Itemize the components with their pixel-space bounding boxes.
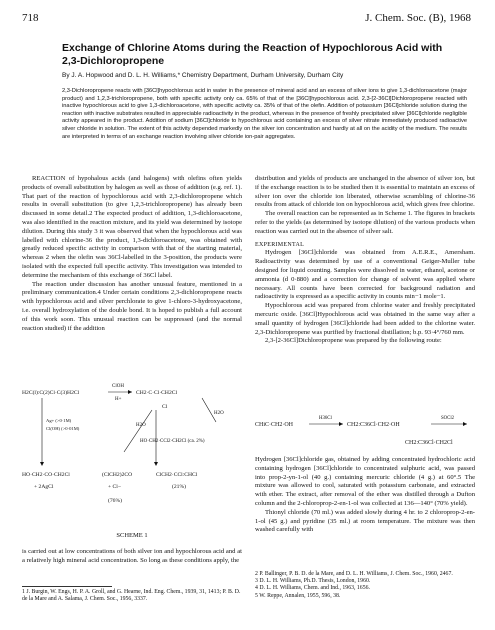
scheme-product-1-extra: + 2AgCl: [34, 484, 54, 490]
scheme-intermediate: CH2·C·Cl·CH2Cl: [136, 390, 178, 396]
scheme-caption: SCHEME 1: [116, 532, 148, 539]
article-authors: By J. A. Hopwood and D. L. H. Williams,* Chemistry Department, Durham University, Durham City: [62, 72, 344, 79]
continuation-paragraph: is carried out at low concentrations of both silver ion and hypochlorous acid and at a relatively high mineral acid concentration. So long as these conditions apply, the: [22, 548, 242, 564]
left-column-bottom: [22, 548, 242, 566]
article-abstract: 2,3-Dichloropropene reacts with [36Cl]hypochlorous acid in water in the presence of mineral acid and an excess of silver ions to give 1,3-dichloroacetone (major product) and 1,2,3-trichloropropene, both with specific activity only ca. 65% of that of the [36Cl]hypochlorous acid. 2,3-[2-36Cl]Dichloropropene reacted with inactive hypochlorous acid to give 1,3-dichloroacetone, with specific activity ca. 35% of that of the olefin. Addition of potassium [36Cl]chloride solution during the reaction with inactive substrates resulted in appreciable radioactivity in the product, whereas in the presence of freshly precipitated silver [36Cl]chloride negligible activity appeared in the product. Addition of sodium [36Cl]chloride to hypochlorous acid containing an excess of silver nitrate immediately produced radioactive silver chloride in solution. The extent of this activity depended markedly on the silver ion concentration and hardly at all on the acidity of the medium. The results are interpreted in terms of an exchange reaction involving silver chloride ion-pair aggregates.: [62, 88, 467, 140]
scheme-reagent-bottom: H+: [115, 397, 122, 402]
right-column: [255, 175, 475, 346]
procedure-paragraph-1: Hydrogen [36Cl]chloride gas, obtained by adding concentrated hydrochloric acid containing hydrogen [36Cl]chloride to concentrated sulphuric acid, was passed into prop-2-yn-1-ol (40 g.) containing mercuric chloride (4 g.) at 60°.5 The mixture was allowed to cool, saturated with potassium carbonate, and extracted with ether. The extract, after removal of the ether was distilled through a Dufton column and the 2-chloroprop-2-en-1-ol was collected at 136—140° (70% yield).: [255, 456, 475, 507]
footnotes-left: [22, 589, 242, 603]
experimental-heading: EXPERIMENTAL: [255, 241, 305, 248]
page-number: 718: [22, 12, 39, 24]
route-reagent-2: SOCl2: [441, 416, 455, 421]
left-column: [22, 175, 242, 333]
experimental-paragraph-2: Hypochlorous acid was prepared from chlorine water and freshly precipitated mercuric oxide. [36Cl]Hypochlorous acid was obtained in the same way after a small quantity of hydrogen [36Cl]chloride had been added to the chlorine water. 2,3-Dichloropropene was purified by fractional distillation; b.p. 93·4°/760 mm.: [255, 302, 475, 336]
journal-citation: J. Chem. Soc. (B), 1968: [365, 12, 471, 24]
footnotes-right: [255, 571, 475, 600]
route-end: CH2:C36Cl·CH2Cl: [405, 440, 453, 446]
procedure-paragraph-2: Thionyl chloride (70 ml.) was added slowly during 4 hr. to 2 chloroprop-2-en-1-ol (45 g.) and pyridine (35 ml.) at room temperature. The mixture was then washed carefully with: [255, 508, 475, 534]
footnote-2: 2 P. Ballinger, P. B. D. de la Mare, and D. L. H. Williams, J. Chem. Soc., 1960, 2467.: [255, 571, 453, 577]
scheme-product-2: (ClCH2)2CO: [102, 472, 133, 478]
scheme-acid-conditions: Cl(OH) (>0·01M): [46, 426, 80, 431]
footnote-3: 3 D. L. H. Williams, Ph.D. Thesis, London, 1960.: [255, 578, 371, 585]
footnote-5: 5 W. Reppe, Annalen, 1955, 596, 38.: [255, 592, 341, 599]
body-paragraph: The reaction under discussion has another unusual feature, mentioned in a preliminary communication.4 Under certain conditions 2,3-dichloropropene reacts with hypochlorous acid and silver perchlorate to give 1-chloro-3-hydroxyacetone, i.e. overall hydroxylation of the double bond. It is hoped to publish a full account of this work soon. This unusual reaction can be suppressed (and the normal reaction studied) if the addition: [22, 280, 242, 332]
right-column-lower: [255, 456, 475, 535]
footnote-divider: [22, 586, 112, 587]
right-paragraph-2: The overall reaction can be represented as in Scheme 1. The figures in brackets refer to the yields (as determined by isotope dilution) of the various products when reaction was carried out in the absence of silver salt.: [255, 210, 475, 235]
scheme-product-2-yield: (76%): [108, 498, 122, 504]
synthesis-route: [255, 410, 480, 454]
right-paragraph-1: distribution and yields of products are unchanged in the absence of silver ion, but if the exchange reaction is to be studied then it is essential to maintain an excess of silver ion over the chloride ion liberated, otherwise scrambling of chlorine-36 results from attack of chloride ion on hypochlorous acid, which gives free chlorine.: [255, 175, 475, 209]
scheme-product-2-extra: + Cl−: [108, 484, 121, 490]
route-start: CHiC·CH2·OH: [255, 422, 294, 428]
scheme-reagent-top: ClOH: [112, 384, 124, 389]
footnote-1: 1 J. Burgin, W. Engs, H. P. A. Groll, and G. Hearne, Ind. Eng. Chem., 1939, 31, 1413; P. B. D. de la Mare and A. Salama, J. Chem. Soc., 1956, 3337.: [22, 589, 241, 603]
reaction-scheme: [22, 380, 242, 540]
experimental-paragraph-1: Hydrogen [36Cl]chloride was obtained from A.E.R.E., Amersham. Radioactivity was determined by use of a conventional Geiger-Muller tube designed for liquid counting. Samples were dissolved in water, ethanol, acetone or ammonia (d 0·880) and a correction for change of solvent was applied where necessary. All counts have been corrected for background radiation and radioactivity is expressed as a specific activity in counts min−1 mole−1.: [255, 249, 475, 301]
scheme-cl-label: Cl: [162, 404, 168, 410]
route-reagent-1: H36Cl: [319, 416, 332, 421]
experimental-paragraph-3: 2,3-[2-36Cl]Dichloropropene was prepared by the following route:: [265, 337, 442, 345]
intro-paragraph: REACTION of hypohalous acids (and halogens) with olefins often yields products of overall substitution by halogen as well as those of addition (e.g. ref. 1). That part of the reaction of hypochlorous acid with 2,3-dichloropropene which results in overall substitution (to give 1,2,3-trichloropropene) has already been discussed in some detail.2 The expected product of addition, 1,3-dichloroacetone, was also identified in the reaction mixture, and its yield was determined by isotope dilution. During this study 3 it was observed that when the hypochlorous acid was labelled with chlorine-36 the product, 1,3-dichloroacetone, was obtained with greatly reduced specific activity in comparison with that of the starting material, whereas 2 when the olefin was 36Cl-labelled in the 3-position, the products were isolated with the expected full specific activity. This investigation was intended to determine the mechanism of this exchange of 36Cl label.: [22, 175, 242, 279]
scheme-reactant: H2C(l):C(2)Cl·C(3)H2Cl: [22, 390, 80, 396]
scheme-arrow-4: [124, 410, 152, 452]
scheme-branch-product: HO·CH2·CCl2·CH2Cl (ca. 2%): [140, 439, 205, 444]
scheme-product-1: HO·CH2·CO·CH2Cl: [22, 472, 70, 478]
article-title: Exchange of Chlorine Atoms during the Reaction of Hypochlorous Acid with 2,3-Dichloropropene: [62, 42, 443, 67]
route-middle: CH2:C36Cl·CH2·OH: [347, 422, 400, 428]
scheme-product-3-yield: (21%): [172, 484, 186, 490]
scheme-arrow-2: [202, 398, 216, 422]
scheme-h2o-right: H2O: [214, 411, 224, 416]
scheme-arrow-1-head: [128, 390, 132, 394]
scheme-h2o-mid: H2O: [136, 423, 146, 428]
footnote-4: 4 D. L. H. Williams, Chem. and Ind., 1963, 1656.: [255, 585, 370, 592]
scheme-product-3: ClCH2·CCl:CHCl: [156, 472, 198, 478]
scheme-ag-conditions: Ag+ (>0·1M): [46, 418, 72, 423]
